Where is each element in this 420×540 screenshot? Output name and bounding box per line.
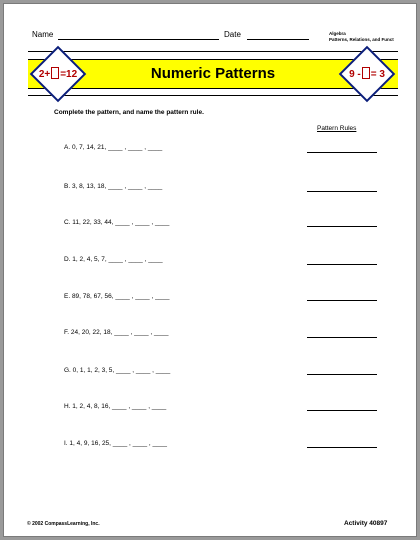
instructions: Complete the pattern, and name the pattern rule.: [54, 109, 204, 116]
rule-answer-line-h[interactable]: [307, 410, 377, 411]
left-equation: 2+ =12: [38, 69, 78, 80]
copyright-footer: © 2002 CompassLearning, Inc.: [27, 521, 100, 527]
rule-answer-line-a[interactable]: [307, 152, 377, 153]
pattern-item-i: I. 1, 4, 9, 16, 25, ____ , ____ , ____: [64, 440, 167, 447]
rule-answer-line-d[interactable]: [307, 264, 377, 265]
pattern-item-e: E. 89, 78, 67, 56, ____ , ____ , ____: [64, 293, 170, 300]
pattern-item-d: D. 1, 2, 4, 5, 7, ____ , ____ , ____: [64, 256, 163, 263]
pattern-item-a: A. 0, 7, 14, 21, ____ , ____ , ____: [64, 144, 163, 151]
pattern-item-f: F. 24, 20, 22, 18, ____ , ____ , ____: [64, 329, 169, 336]
pattern-item-b: B. 3, 8, 13, 18, ____ , ____ , ____: [64, 183, 163, 190]
pattern-item-h: H. 1, 2, 4, 8, 16, ____ , ____ , ____: [64, 403, 167, 410]
date-label: Date: [224, 30, 241, 39]
blank-box-icon: [51, 67, 59, 79]
rule-answer-line-c[interactable]: [307, 226, 377, 227]
rule-answer-line-g[interactable]: [307, 374, 377, 375]
rule-answer-line-b[interactable]: [307, 191, 377, 192]
pattern-item-g: G. 0, 1, 1, 2, 3, 5, ____ , ____ , ____: [64, 367, 171, 374]
activity-id: Activity 40897: [344, 520, 388, 527]
right-equation-badge: [338, 45, 396, 103]
rule-answer-line-e[interactable]: [307, 300, 377, 301]
pattern-item-c: C. 11, 22, 33, 44, ____ , ____ , ____: [64, 219, 170, 226]
blank-box-icon: [362, 67, 370, 79]
date-line: [247, 39, 309, 40]
right-equation: 9 - = 3: [349, 69, 385, 80]
rule-answer-line-f[interactable]: [307, 337, 377, 338]
name-label: Name: [32, 30, 54, 39]
worksheet-title: Numeric Patterns: [150, 65, 276, 82]
name-line: [58, 39, 219, 40]
pattern-rules-header: Pattern Rules: [317, 125, 357, 132]
left-equation-badge: [29, 45, 87, 103]
topic-label: Algebra Patterns, Relations, and Funct: [329, 31, 394, 42]
worksheet-page: [3, 3, 417, 537]
rule-answer-line-i[interactable]: [307, 447, 377, 448]
